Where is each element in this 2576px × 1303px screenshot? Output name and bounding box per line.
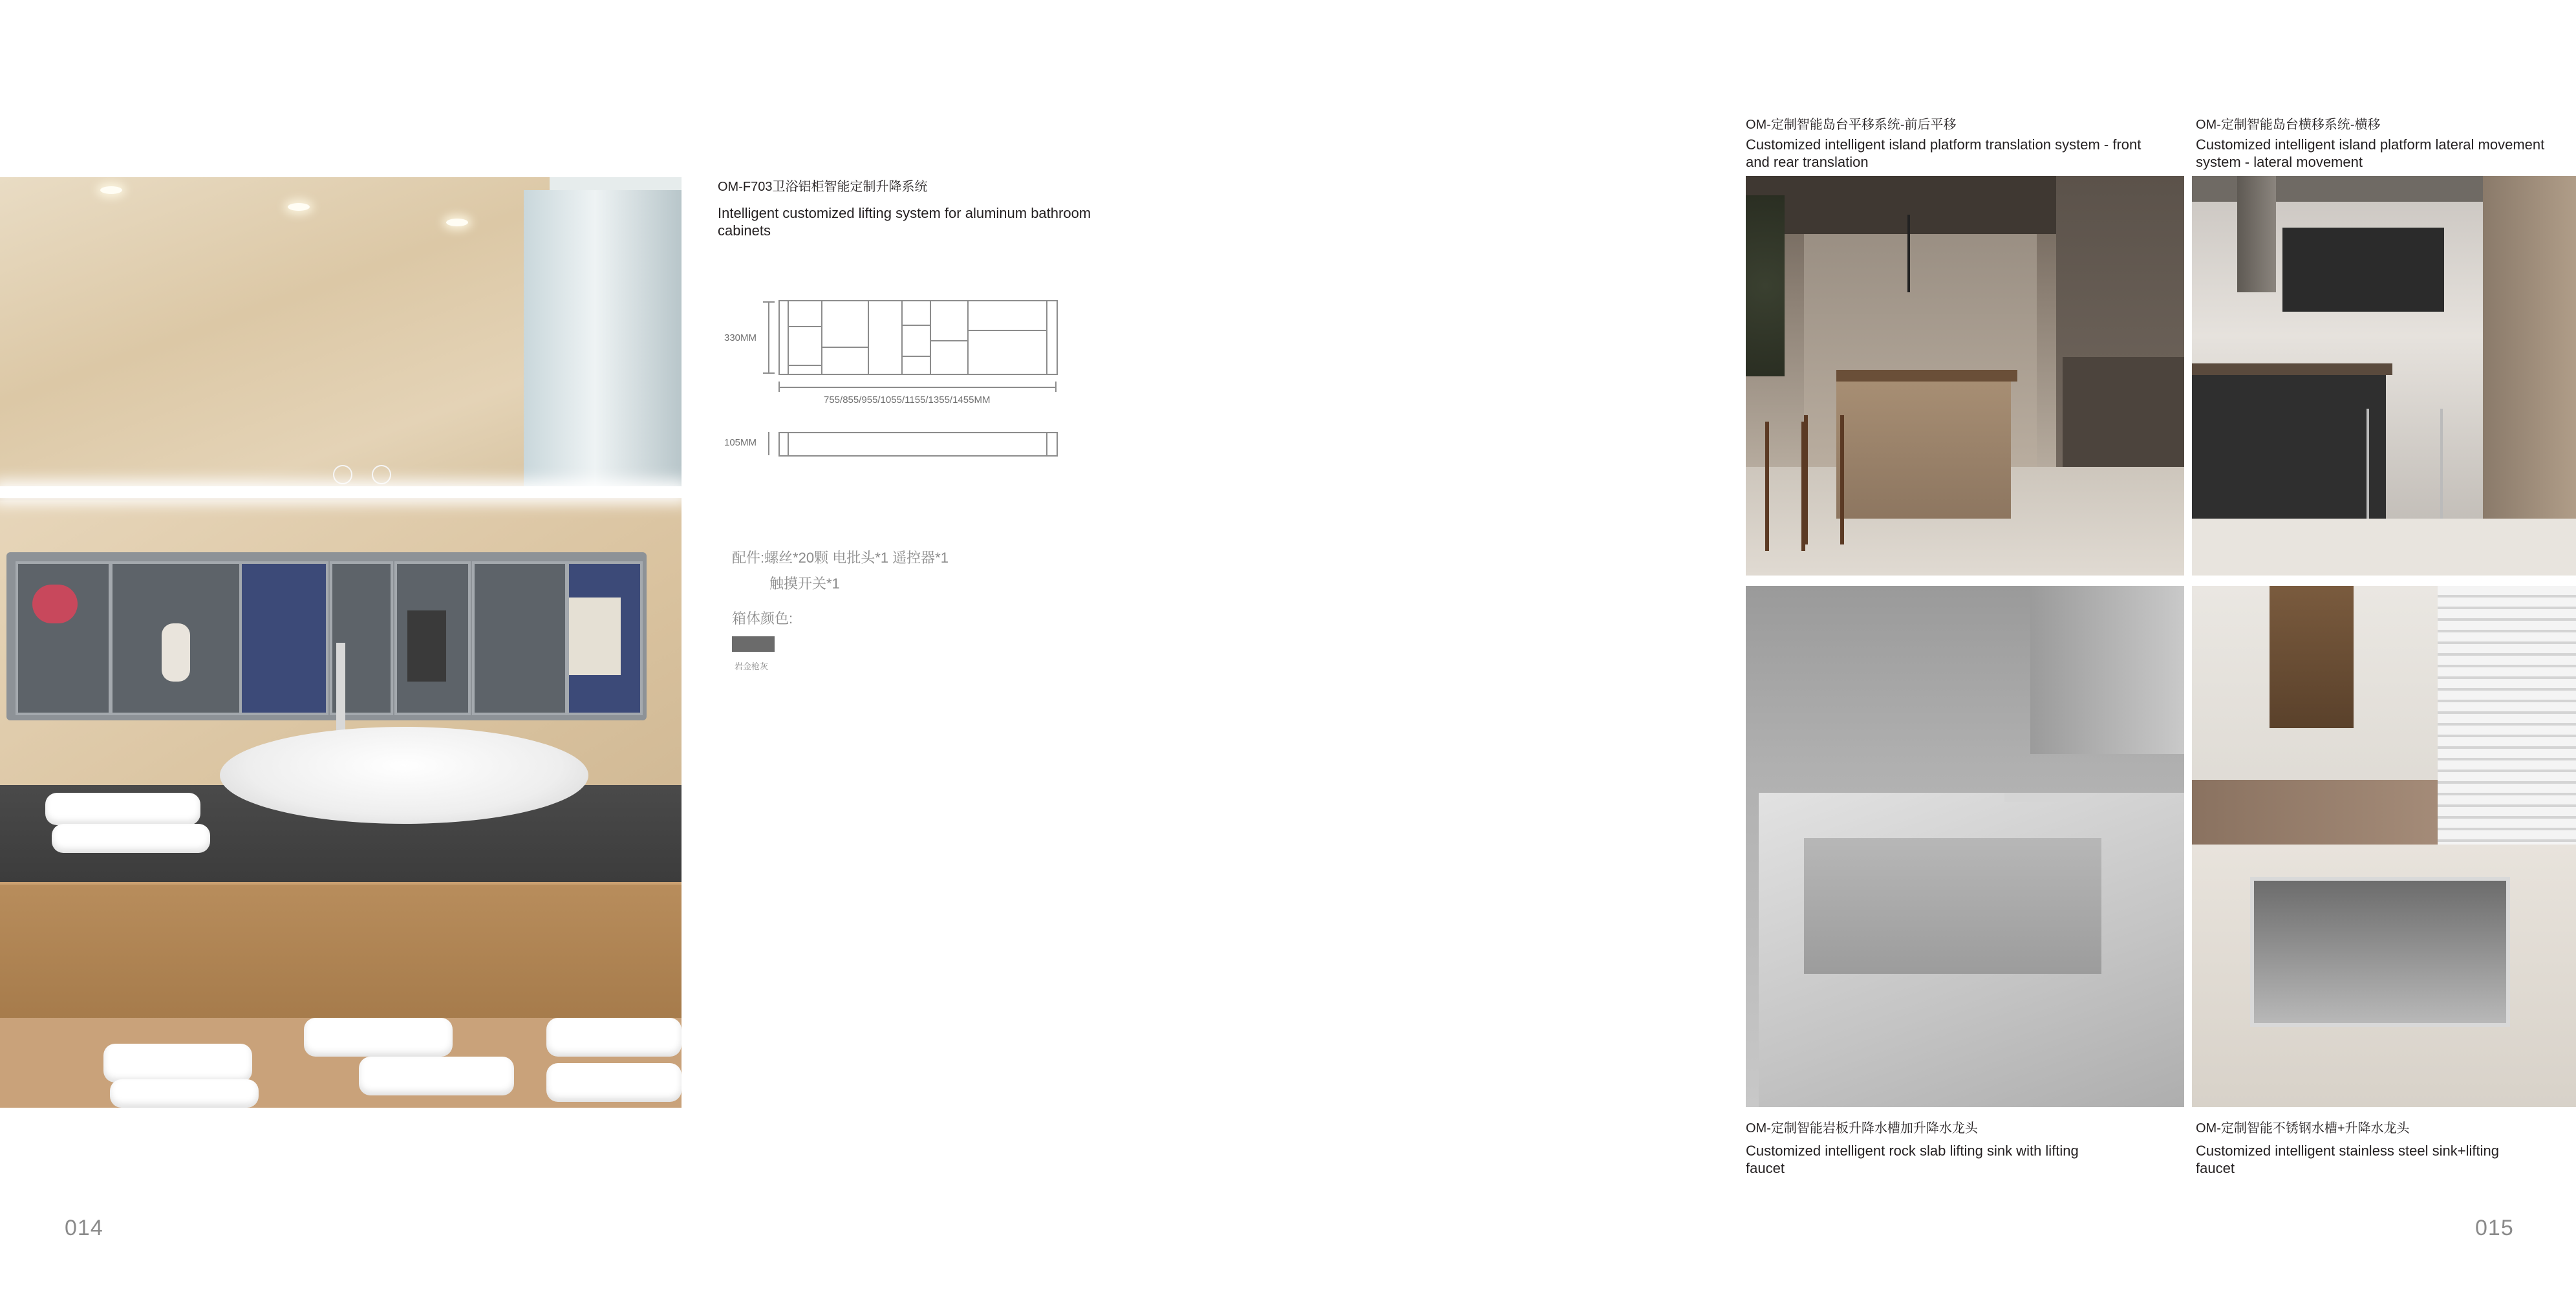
brush-holder [407, 610, 446, 682]
island-top [1836, 370, 2017, 382]
stainless-sink [2250, 877, 2510, 1027]
product-title-cn: OM-F703卫浴铝柜智能定制升降系统 [718, 180, 928, 194]
folded-towel [45, 793, 200, 825]
accessories-list: 配件:螺丝*20颗 电批头*1 遥控器*1 [732, 550, 949, 566]
page-number-right: 015 [2475, 1216, 2514, 1240]
drawing-line [868, 301, 869, 374]
product-title-en: Intelligent customized lifting system for aluminum bathroom cabinets [718, 205, 1091, 239]
sink-basin [1804, 838, 2101, 974]
bar-stool [1804, 415, 1844, 544]
cabinet-color-label: 箱体颜色: [732, 610, 793, 627]
caption-title-cn: OM-定制智能岛台横移系统-横移 [2196, 118, 2381, 132]
books [569, 598, 621, 675]
bar-chair [2367, 409, 2443, 525]
drawing-line [788, 326, 821, 327]
dimension-tick [763, 301, 775, 303]
perfume-bottle [162, 623, 190, 682]
island [1836, 376, 2011, 519]
depth-dimension-label: 105MM [724, 437, 757, 448]
wood-panel [2483, 176, 2576, 576]
drawing-line [930, 340, 967, 341]
accessories-list-continued: 触摸开关*1 [769, 576, 840, 592]
refrigerator [2030, 586, 2184, 754]
cabinet-cubby [472, 561, 568, 715]
cabinet-front-view [778, 300, 1058, 375]
defog-icon [372, 465, 391, 484]
width-dimension-label: 755/855/955/1055/1155/1355/1455MM [824, 394, 991, 405]
range-hood [2237, 176, 2276, 292]
drawing-line [788, 365, 821, 366]
color-swatch [732, 636, 775, 652]
stainless-sink-photo [2192, 586, 2576, 1107]
height-dimension-label: 330MM [724, 332, 757, 343]
dimension-tick [763, 372, 775, 374]
island [2192, 370, 2386, 519]
depth-dimension-line [768, 432, 769, 455]
folded-towel [103, 1044, 252, 1082]
plant [1746, 195, 1785, 376]
caption-title-en: Customized intelligent rock slab lifting sink with lifting faucet [1746, 1143, 2079, 1176]
ceiling-spotlight [288, 203, 310, 211]
caption-title-en: Customized intelligent island platform translation system - front and rear translation [1746, 136, 2141, 170]
open-shelf [2270, 586, 2354, 728]
faucet [336, 643, 345, 733]
drawing-line [1046, 301, 1047, 374]
caption-title-cn: OM-定制智能岩板升降水槽加升降水龙头 [1746, 1121, 1978, 1136]
folded-towel [546, 1063, 682, 1102]
glass-partition [524, 190, 682, 494]
ceiling-spotlight [100, 186, 122, 194]
island-top [2192, 363, 2392, 375]
wood-drawer [0, 882, 682, 1020]
cabinet-cubby [239, 561, 328, 715]
aluminum-wall-cabinet [6, 552, 647, 720]
drawing-line [788, 433, 789, 455]
caption-title-cn: OM-定制智能不锈钢水槽+升降水龙头 [2196, 1121, 2410, 1136]
cabinet-cubby [16, 561, 111, 715]
drawing-line [821, 347, 868, 348]
island-translation-photo [1746, 176, 2184, 576]
mirror-touch-controls [333, 465, 411, 488]
wall-cabinet [2282, 228, 2444, 312]
led-light-strip [0, 486, 682, 498]
lifting-faucet [2004, 793, 2082, 802]
vessel-sink [220, 727, 588, 824]
cabinet-top-view [718, 427, 1080, 459]
ceiling-spotlight [446, 219, 468, 226]
caption-title-en: Customized intelligent stainless steel sink+lifting faucet [2196, 1143, 2499, 1176]
drawing-line [788, 301, 789, 374]
drawing-line [967, 301, 969, 374]
drawing-line [930, 301, 931, 374]
bathroom-cabinet-photo [0, 177, 682, 1108]
pendant-light [1907, 215, 1910, 292]
floor [2192, 519, 2576, 576]
folded-towel [359, 1057, 514, 1095]
drawing-line [901, 356, 930, 357]
color-swatch-name: 岩金枪灰 [735, 662, 769, 671]
width-dimension-line [778, 387, 1057, 388]
caption-title-en: Customized intelligent island platform lateral movement system - lateral movement [2196, 136, 2545, 170]
folded-towel [52, 824, 210, 853]
dimension-tick [778, 382, 780, 392]
island-lateral-photo [2192, 176, 2576, 576]
bar-stool [1765, 422, 1805, 551]
folded-towel [304, 1018, 453, 1057]
height-dimension-line [768, 301, 769, 374]
caption-title-cn: OM-定制智能岛台平移系统-前后平移 [1746, 118, 1957, 132]
cabinet-top-outline [778, 432, 1058, 457]
rock-slab-sink-photo [1746, 586, 2184, 1107]
hair-dryer [32, 585, 78, 623]
backsplash-items [2192, 780, 2438, 845]
drawing-line [821, 301, 822, 374]
folded-towel [110, 1079, 259, 1108]
drawing-line [901, 301, 903, 374]
drawing-line [967, 330, 1046, 331]
drawing-line [901, 325, 930, 326]
drawing-line [1046, 433, 1047, 455]
dimension-tick [1055, 382, 1057, 392]
folded-towel [546, 1018, 682, 1057]
power-icon [333, 465, 352, 484]
page-number-left: 014 [65, 1216, 103, 1240]
